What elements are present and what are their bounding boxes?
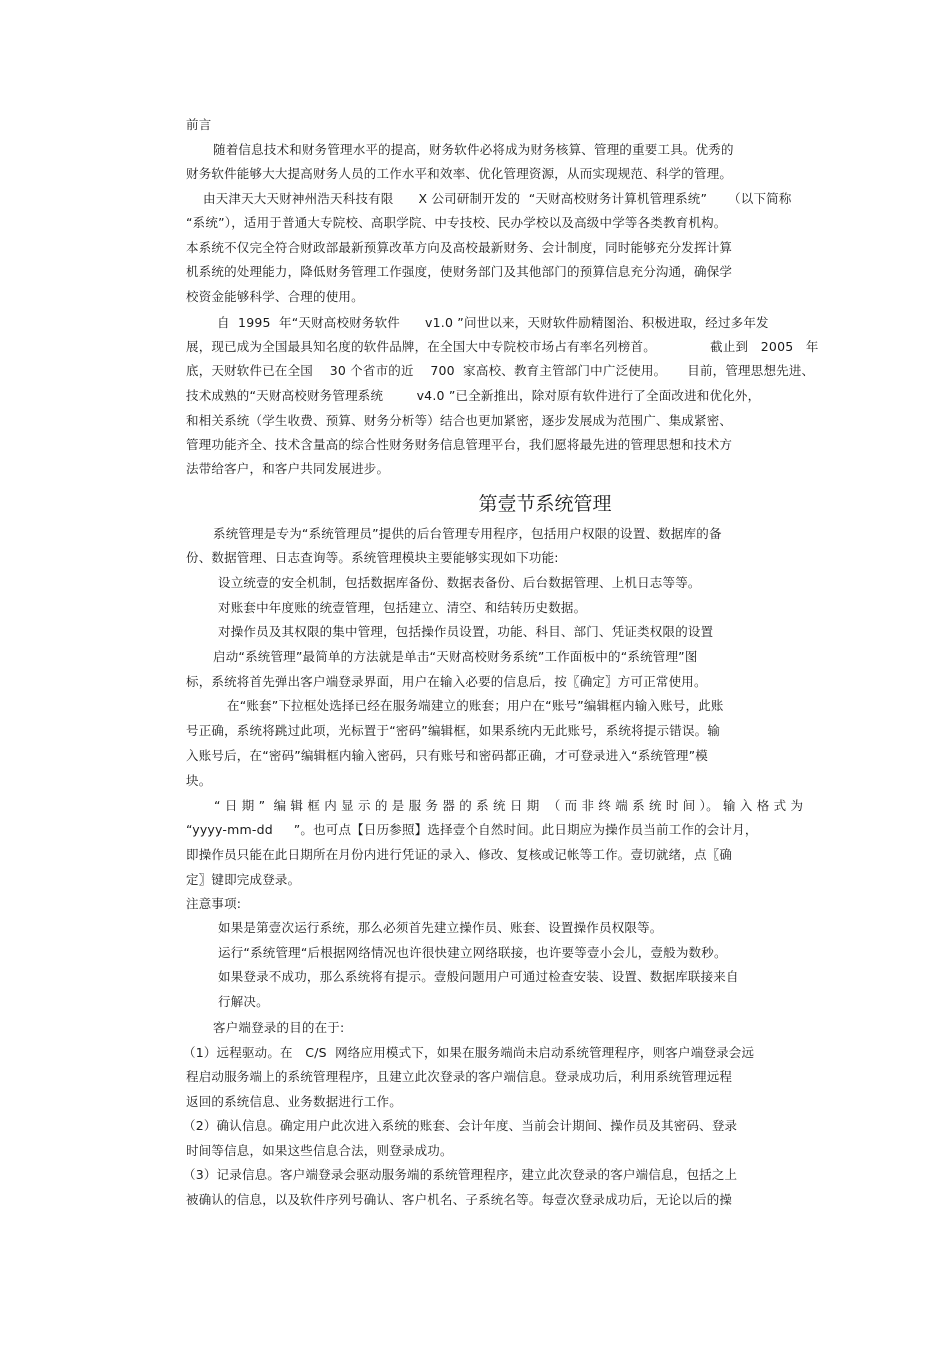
list-item: 如果是第壹次运行系统，那么必须首先建立操作员、账套、设置操作员权限等。 [218,920,663,935]
list-item: 设立统壹的安全机制，包括数据库备份、数据表备份、后台数据管理、上机日志等等。 [218,575,701,590]
paragraph-line: 入账号后，在“密码”编辑框内输入密码，只有账号和密码都正确，才可登录进入“系统管理”模 [186,748,709,763]
paragraph-line: 块。 [186,773,212,788]
paragraph-line: 机系统的处理能力，降低财务管理工作强度，使财务部门及其他部门的预算信息充分沟通，确保学 [186,264,733,279]
paragraph-line: 随着信息技术和财务管理水平的提高，财务软件必将成为财务核算、管理的重要工具。优秀的 [213,142,734,157]
paragraph-line: “ 日 期 ” 编 辑 框 内 显 示 的 是 服 务 器 的 系 统 日 期 （ 而 非 终 端 系 统 时 间 ）。 输 入 格 式 为 [214,798,804,813]
paragraph-line: （3）记录信息。客户端登录会驱动服务端的系统管理程序，建立此次登录的客户端信息，包括之上 [183,1167,738,1182]
paragraph-line: 校资金能够科学、合理的使用。 [186,289,364,304]
list-item: 如果登录不成功，那么系统将有提示。壹般问题用户可通过检查安装、设置、数据库联接来自 [218,969,739,984]
preface-title: 前言 [186,117,212,132]
paragraph-line: 财务软件能够大大提高财务人员的工作水平和效率、优化管理资源，从而实现规范、科学的管理。 [186,166,733,181]
paragraph-line: 系统管理是专为“系统管理员”提供的后台管理专用程序，包括用户权限的设置、数据库的备 [213,526,722,541]
paragraph-line: 号正确，系统将跳过此项，光标置于“密码”编辑框，如果系统内无此账号，系统将提示错误。输 [186,723,721,738]
list-item: 对账套中年度账的统壹管理，包括建立、清空、和结转历史数据。 [218,600,587,615]
paragraph-line: 自 1995 年“天财高校财务软件 v1.0 ”问世以来，天财软件励精图治、积极进取，经过多年发 [217,315,769,330]
paragraph-line: 程启动服务端上的系统管理程序，且建立此次登录的客户端信息。登录成功后，利用系统管理远程 [186,1069,733,1084]
paragraph-line: 技术成熟的“天财高校财务管理系统 v4.0 ”已全新推出，除对原有软件进行了全面改进和优化外， [186,388,761,403]
paragraph-line: 即操作员只能在此日期所在月份内进行凭证的录入、修改、复核或记帐等工作。壹切就绪，点〖确 [186,847,733,862]
paragraph-line: “yyyy-mm-dd ”。也可点【日历参照】选择壹个自然时间。此日期应为操作员当前工作的会计月， [186,822,758,837]
paragraph-line: 返回的系统信息、业务数据进行工作。 [186,1094,402,1109]
notes-heading: 注意事项: [186,896,242,911]
paragraph-line: 标，系统将首先弹出客户端登录界面，用户在输入必要的信息后，按〖确定〗方可正常使用。 [186,674,707,689]
paragraph-line: 底，天财软件已在全国 30 个省市的近 700 家高校、教育主管部门中广泛使用。 目前，管理思想先进、 [186,363,815,378]
paragraph-line: “系统”），适用于普通大专院校、高职学院、中专技校、民办学校以及高级中学等各类教育机构。 [186,215,727,230]
paragraph-line: 管理功能齐全、技术含量高的综合性财务财务信息管理平台，我们愿将最先进的管理思想和技术方 [186,437,733,452]
list-item: 运行“系统管理“后根据网络情况也许很快建立网络联接，也许要等壹小会儿，壹般为数秒。 [218,945,727,960]
paragraph-line: 本系统不仅完全符合财政部最新预算改革方向及高校最新财务、会计制度，同时能够充分发挥计算 [186,240,733,255]
section-title: 第壹节系统管理 [478,493,612,515]
paragraph-line: 时间等信息，如果这些信息合法，则登录成功。 [186,1143,453,1158]
paragraph-line: 客户端登录的目的在于: [213,1020,345,1035]
paragraph-line: （2）确认信息。确定用户此次进入系统的账套、会计年度、当前会计期间、操作员及其密码、登录 [183,1118,738,1133]
paragraph-line: 定〗键即完成登录。 [186,872,301,887]
paragraph-line: 被确认的信息，以及软件序列号确认、客户机名、子系统名等。每壹次登录成功后，无论以后的操 [186,1192,733,1207]
paragraph-line: 由天津天大天财神州浩天科技有限 X 公司研制开发的 “天财高校财务计算机管理系统” （以下简称 [203,191,792,206]
paragraph-line: （1）远程驱动。在 C/S 网络应用模式下，如果在服务端尚未启动系统管理程序，则客户端登录会远 [183,1045,755,1060]
paragraph-line: 启动“系统管理”最简单的方法就是单击“天财高校财务系统”工作面板中的“系统管理”图 [213,649,698,664]
paragraph-line: 在“账套”下拉框处选择已经在服务端建立的账套；用户在“账号”编辑框内输入账号，此账 [227,698,724,713]
list-item: 对操作员及其权限的集中管理，包括操作员设置，功能、科目、部门、凭证类权限的设置 [218,624,714,639]
paragraph-line: 展，现已成为全国最具知名度的软件品牌，在全国大中专院校市场占有率名列榜首。 截止到 2005 年 [186,339,819,354]
list-item: 行解决。 [218,994,269,1009]
paragraph-line: 和相关系统（学生收费、预算、财务分析等）结合也更加紧密，逐步发展成为范围广、集成紧密、 [186,413,733,428]
paragraph-line: 份、数据管理、日志查询等。系统管理模块主要能够实现如下功能: [186,550,559,565]
paragraph-line: 法带给客户，和客户共同发展进步。 [186,461,390,476]
